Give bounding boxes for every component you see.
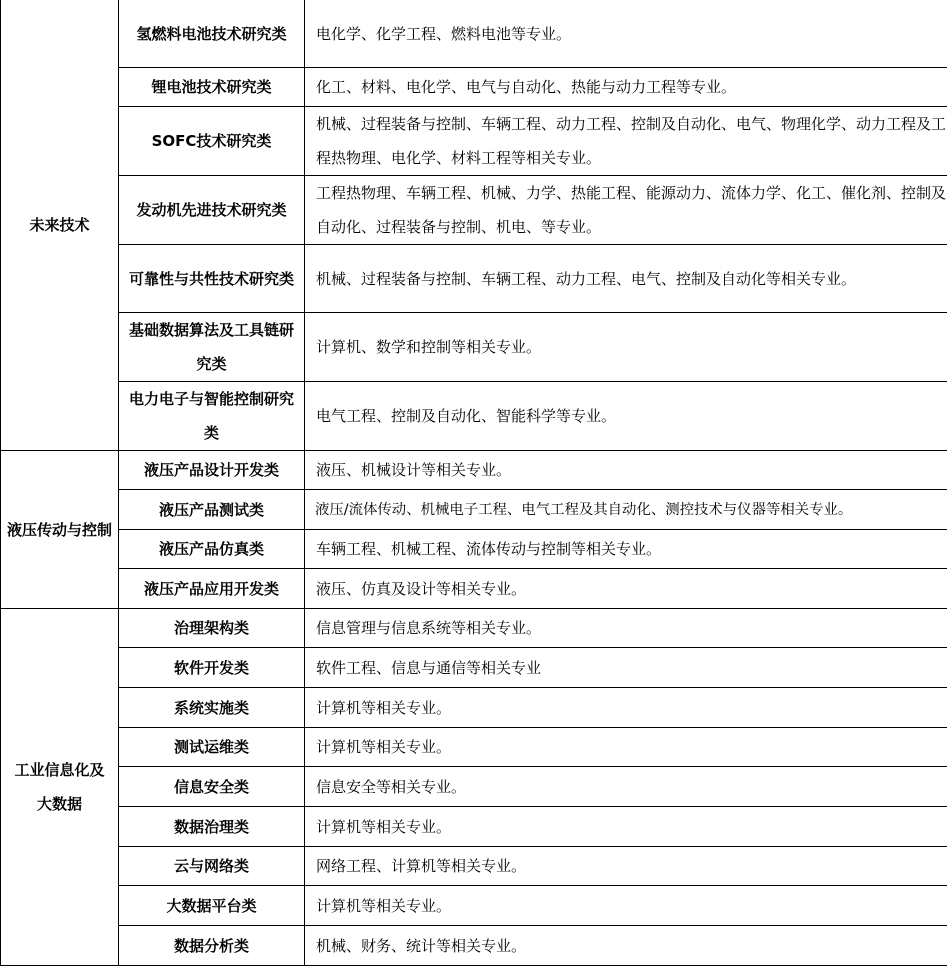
major-cell: 液压、仿真及设计等相关专业。 [305,569,947,609]
table-row [1,569,947,609]
role-cell: 液压产品设计开发类 [119,451,305,490]
table-row [1,107,947,176]
role-cell: SOFC技术研究类 [119,107,305,176]
role-cell: 液压产品应用开发类 [119,569,305,609]
category-cell: 液压传动与控制 [1,451,119,609]
table-body [1,0,947,966]
role-cell: 大数据平台类 [119,886,305,926]
table-row [1,648,947,688]
major-cell: 计算机等相关专业。 [305,886,947,926]
major-cell: 机械、过程装备与控制、车辆工程、动力工程、电气、控制及自动化等相关专业。 [305,245,947,313]
table-row [1,530,947,569]
category-cell: 工业信息化及大数据 [1,609,119,966]
major-cell: 液压、机械设计等相关专业。 [305,451,947,490]
major-cell: 机械、过程装备与控制、车辆工程、动力工程、控制及自动化、电气、物理化学、动力工程及工程热物理、电化学、材料工程等相关专业。 [305,107,947,176]
role-cell: 数据分析类 [119,926,305,966]
major-cell: 软件工程、信息与通信等相关专业 [305,648,947,688]
role-cell: 液压产品测试类 [119,490,305,530]
major-cell: 计算机等相关专业。 [305,688,947,728]
table-row [1,0,947,68]
table-row [1,245,947,313]
table-row [1,451,947,490]
role-cell: 系统实施类 [119,688,305,728]
major-cell: 信息安全等相关专业。 [305,767,947,807]
major-cell: 信息管理与信息系统等相关专业。 [305,609,947,648]
table-row [1,313,947,382]
major-cell: 化工、材料、电化学、电气与自动化、热能与动力工程等专业。 [305,68,947,107]
table-row [1,807,947,847]
role-cell: 治理架构类 [119,609,305,648]
table-row [1,688,947,728]
table-row [1,728,947,767]
table-row [1,490,947,530]
table-row [1,382,947,451]
table-row [1,609,947,648]
major-cell: 计算机等相关专业。 [305,807,947,847]
table-row [1,847,947,886]
role-cell: 测试运维类 [119,728,305,767]
role-cell: 云与网络类 [119,847,305,886]
role-cell: 电力电子与智能控制研究类 [119,382,305,451]
role-cell: 锂电池技术研究类 [119,68,305,107]
table-row [1,886,947,926]
role-cell: 可靠性与共性技术研究类 [119,245,305,313]
major-cell: 计算机等相关专业。 [305,728,947,767]
role-cell: 氢燃料电池技术研究类 [119,0,305,68]
role-cell: 信息安全类 [119,767,305,807]
role-cell: 数据治理类 [119,807,305,847]
major-cell: 电气工程、控制及自动化、智能科学等专业。 [305,382,947,451]
major-cell: 工程热物理、车辆工程、机械、力学、热能工程、能源动力、流体力学、化工、催化剂、控制及自动化、过程装备与控制、机电、等专业。 [305,176,947,245]
table-row [1,68,947,107]
role-cell: 基础数据算法及工具链研究类 [119,313,305,382]
role-cell: 液压产品仿真类 [119,530,305,569]
major-cell: 网络工程、计算机等相关专业。 [305,847,947,886]
table-row [1,176,947,245]
major-cell: 车辆工程、机械工程、流体传动与控制等相关专业。 [305,530,947,569]
major-cell: 液压/流体传动、机械电子工程、电气工程及其自动化、测控技术与仪器等相关专业。 [305,490,947,530]
major-cell: 机械、财务、统计等相关专业。 [305,926,947,966]
table-row [1,767,947,807]
major-cell: 电化学、化学工程、燃料电池等专业。 [305,0,947,68]
major-cell: 计算机、数学和控制等相关专业。 [305,313,947,382]
category-cell: 未来技术 [1,0,119,451]
table-row [1,926,947,966]
role-cell: 发动机先进技术研究类 [119,176,305,245]
role-cell: 软件开发类 [119,648,305,688]
